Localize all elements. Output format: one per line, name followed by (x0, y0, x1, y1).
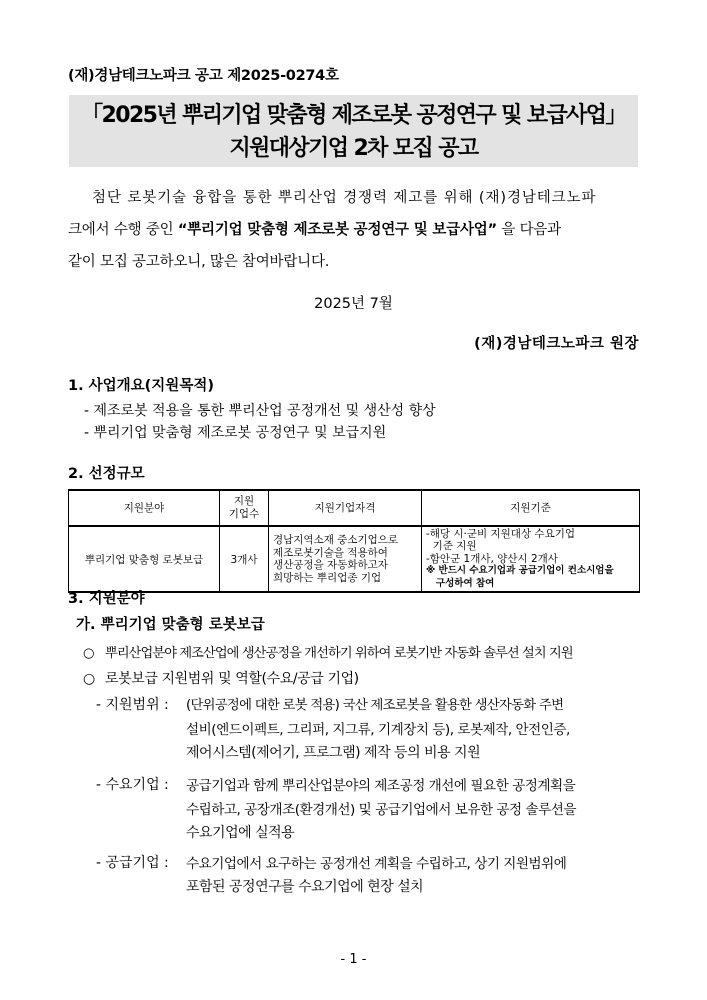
qualification-line: 제조로봇기술을 적용하여 (273, 546, 388, 559)
qualification-line: 희망하는 뿌리업종 기업 (273, 571, 382, 584)
section-2-heading: 2. 선정규모 (68, 466, 145, 482)
definition-label-scope: - 지원범위 : (96, 697, 169, 713)
circle-item-2 (83, 668, 359, 688)
title-box (69, 95, 638, 167)
signer: (재)경남테크노파크 원장 (474, 336, 639, 352)
definition-demand-line-2: 수립하고, 공장개조(환경개선) 및 공급기업에서 보유한 공정 솔루션을 (186, 802, 577, 818)
cell-qualification (269, 526, 422, 592)
cell-count: 3개사 (220, 526, 269, 592)
section-1-heading: 1. 사업개요(지원목적) (68, 378, 214, 394)
definition-scope-line-2: 설비(엔드이펙트, 그리퍼, 지그류, 기계장치 등), 로봇제작, 안전인증, (186, 722, 570, 738)
definition-demand-line-1: 공급기업과 함께 뿌리산업분야의 제조공정 개선에 필요한 공정계획을 (186, 778, 576, 794)
header-criteria: 지원기준 (422, 490, 640, 526)
criteria-note-line: 구성하여 참여 (426, 577, 495, 589)
circle-bullet-icon: ○ (83, 646, 94, 661)
table-header-row (69, 490, 640, 526)
circle-item-1 (83, 642, 573, 661)
cell-field: 뿌리기업 맞춤형 로봇보급 (69, 526, 220, 592)
definition-label-demand: - 수요기업 : (96, 777, 169, 793)
definition-scope-line-1: (단위공정에 대한 로봇 적용) 국산 제조로봇을 활용한 생산자동화 주변 (186, 698, 564, 713)
definition-scope-line-3: 제어시스템(제어기, 프로그램) 제작 등의 비용 지원 (186, 745, 481, 761)
section-1-item-2: - 뿌리기업 맞춤형 제조로봇 공정연구 및 보급지원 (84, 425, 387, 441)
section-3-sub-heading: 가. 뿌리기업 맞춤형 로봇보급 (76, 617, 265, 633)
page-number: - 1 - (340, 952, 367, 967)
intro-line-2 (68, 218, 561, 239)
notice-date: 2025년 7월 (314, 296, 393, 312)
intro-line-3: 같이 모집 공고하오니, 많은 참여바랍니다. (68, 254, 330, 270)
notice-number: (재)경남테크노파크 공고 제2025-0274호 (68, 68, 339, 84)
table-row (69, 526, 640, 592)
section-3-heading: 3. 지원분야 (68, 591, 145, 607)
criteria-line: -해당 시·군비 지원대상 수요기업 (426, 527, 575, 540)
qualification-line: 경남지역소재 중소기업으로 (273, 534, 399, 546)
title-line-1: 「2025년 뿌리기업 맞춤형 제조로봇 공정연구 및 보급사업」 (81, 103, 626, 128)
title-line-2: 지원대상기업 2차 모집 공고 (229, 136, 478, 161)
definition-supply-line-1: 수요기업에서 요구하는 공정개선 계획을 수립하고, 상기 지원범위에 (186, 856, 567, 872)
circle-bullet-icon: ○ (83, 671, 95, 687)
section-1-item-1: - 제조로봇 적용을 통한 뿌리산업 공정개선 및 생산성 향상 (84, 403, 436, 419)
intro-line-1: 첨단 로봇기술 융합을 통한 뿌리산업 경쟁력 제고를 위해 (재)경남테크노파 (92, 190, 597, 206)
cell-criteria (422, 526, 640, 592)
definition-demand-line-3: 수요기업에 실적용 (186, 825, 295, 841)
criteria-line: 기준 지원 (426, 540, 477, 553)
intro-line-2-post: 을 다음과 (496, 222, 561, 238)
intro-project-name: “뿌리기업 맞춤형 제조로봇 공정연구 및 보급사업” (177, 222, 497, 238)
criteria-line: -함안군 1개사, 양산시 2개사 (426, 552, 558, 565)
criteria-note-line: ※ 반드시 수요기업과 공급기업이 컨소시엄을 (426, 565, 614, 577)
header-count: 지원 기업수 (220, 490, 269, 526)
header-field: 지원분야 (69, 490, 220, 526)
intro-line-2-pre: 크에서 수행 중인 (68, 222, 178, 238)
header-qualification: 지원기업자격 (269, 490, 422, 526)
circle-item-text: 로봇보급 지원범위 및 역할(수요/공급 기업) (105, 671, 359, 687)
selection-scale-table (68, 489, 640, 593)
circle-item-text: 뿌리산업분야 제조산업에 생산공정을 개선하기 위하여 로봇기반 자동화 솔루션 설치 지원 (105, 646, 573, 661)
qualification-line: 생산공정을 자동화하고자 (273, 559, 388, 571)
definition-label-supply: - 공급기업 : (96, 855, 169, 871)
definition-supply-line-2: 포함된 공정연구를 수요기업에 현장 설치 (186, 879, 424, 895)
